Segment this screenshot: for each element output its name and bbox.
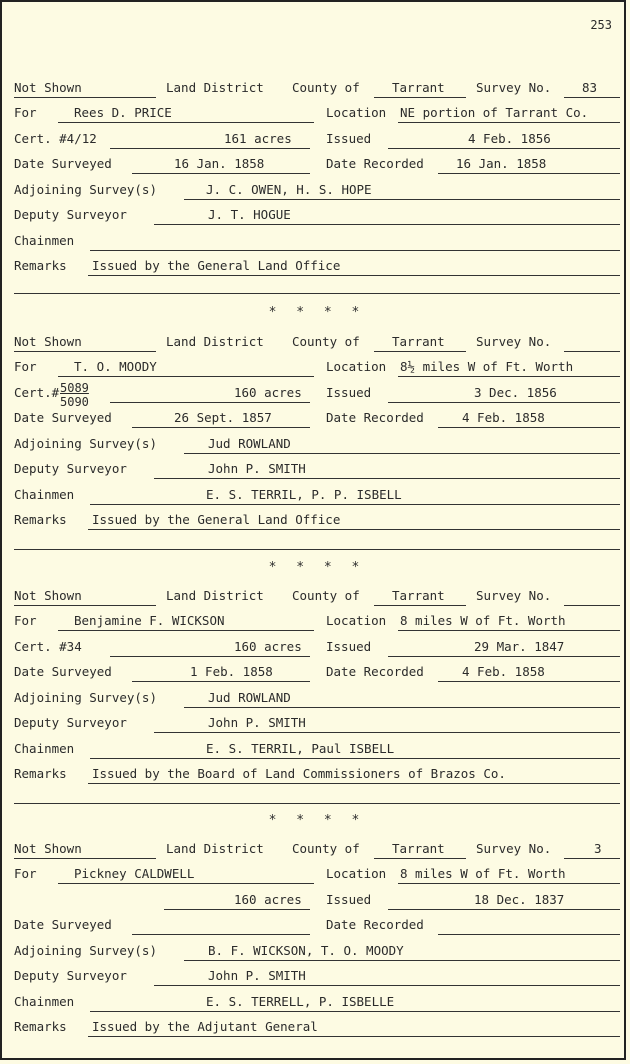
date-recorded-label: Date Recorded	[326, 410, 424, 425]
blank-line	[14, 293, 620, 294]
issued-label: Issued	[326, 384, 372, 400]
deputy-value: John P. SMITH	[208, 968, 306, 983]
county-value: Tarrant	[392, 333, 445, 349]
for-value: T. O. MOODY	[74, 359, 157, 374]
county-value: Tarrant	[392, 79, 445, 95]
remarks-label: Remarks	[14, 766, 67, 781]
county-label: County of	[292, 840, 360, 856]
county-label: County of	[292, 333, 360, 349]
blank-line	[14, 803, 620, 804]
survey-no-label: Survey No.	[476, 587, 552, 603]
cert-value: Cert. #4/12	[14, 130, 97, 146]
survey-record	[14, 328, 620, 532]
land-district-label: Land District	[166, 840, 264, 856]
date-surveyed-label: Date Surveyed	[14, 917, 112, 932]
remarks-value: Issued by the General Land Office	[92, 512, 341, 527]
separator: * * * *	[268, 560, 366, 575]
date-surveyed-label: Date Surveyed	[14, 664, 112, 679]
location-value: 8½ miles W of Ft. Worth	[400, 359, 574, 374]
district-value: Not Shown	[14, 840, 82, 856]
date-recorded-label: Date Recorded	[326, 917, 424, 932]
survey-no-value: 83	[582, 79, 598, 95]
adjoining-label: Adjoining Survey(s)	[14, 181, 157, 197]
adjoining-label: Adjoining Survey(s)	[14, 435, 157, 451]
survey-record	[14, 835, 620, 1039]
date-recorded-value: 4 Feb. 1858	[462, 410, 545, 425]
issued-label: Issued	[326, 130, 372, 146]
for-label: For	[14, 613, 37, 628]
issued-value: 3 Dec. 1856	[474, 384, 557, 400]
date-recorded-value: 16 Jan. 1858	[456, 156, 547, 171]
separator: * * * *	[268, 305, 366, 320]
deputy-label: Deputy Surveyor	[14, 461, 127, 476]
adjoining-value: Jud ROWLAND	[208, 435, 291, 451]
date-recorded-label: Date Recorded	[326, 156, 424, 171]
deputy-label: Deputy Surveyor	[14, 207, 127, 222]
chainmen-label: Chainmen	[14, 993, 75, 1009]
deputy-value: John P. SMITH	[208, 715, 306, 730]
location-label: Location	[326, 866, 387, 881]
acres-value: 160 acres	[234, 384, 302, 400]
cert-value: Cert. #34	[14, 638, 82, 654]
remarks-label: Remarks	[14, 1019, 67, 1034]
survey-no-value: 3	[594, 840, 602, 856]
page-number: 253	[590, 18, 612, 32]
location-label: Location	[326, 105, 387, 120]
separator: * * * *	[268, 813, 366, 828]
issued-label: Issued	[326, 638, 372, 654]
survey-record	[14, 74, 620, 278]
remarks-value: Issued by the Adjutant General	[92, 1019, 318, 1034]
location-value: 8 miles W of Ft. Worth	[400, 613, 566, 628]
location-label: Location	[326, 359, 387, 374]
acres-value: 161 acres	[224, 130, 292, 146]
county-value: Tarrant	[392, 587, 445, 603]
remarks-value: Issued by the Board of Land Commissioners of Brazos Co.	[92, 766, 506, 781]
district-value: Not Shown	[14, 587, 82, 603]
county-label: County of	[292, 79, 360, 95]
survey-no-label: Survey No.	[476, 333, 552, 349]
acres-value: 160 acres	[234, 638, 302, 654]
date-recorded-value: 4 Feb. 1858	[462, 664, 545, 679]
acres-value: 160 acres	[234, 891, 302, 907]
deputy-value: John P. SMITH	[208, 461, 306, 476]
land-district-label: Land District	[166, 333, 264, 349]
for-label: For	[14, 866, 37, 881]
for-value: Pickney CALDWELL	[74, 866, 195, 881]
chainmen-label: Chainmen	[14, 232, 75, 248]
county-label: County of	[292, 587, 360, 603]
deputy-label: Deputy Surveyor	[14, 968, 127, 983]
land-district-label: Land District	[166, 587, 264, 603]
chainmen-value: E. S. TERRELL, P. ISBELLE	[206, 993, 395, 1009]
issued-value: 29 Mar. 1847	[474, 638, 565, 654]
adjoining-value: Jud ROWLAND	[208, 689, 291, 705]
adjoining-label: Adjoining Survey(s)	[14, 689, 157, 705]
issued-value: 4 Feb. 1856	[468, 130, 551, 146]
remarks-label: Remarks	[14, 512, 67, 527]
issued-label: Issued	[326, 891, 372, 907]
location-label: Location	[326, 613, 387, 628]
cert-value: Cert.#	[14, 384, 60, 400]
survey-no-label: Survey No.	[476, 840, 552, 856]
county-value: Tarrant	[392, 840, 445, 856]
cert-number-bottom: 5090	[60, 395, 89, 409]
land-district-label: Land District	[166, 79, 264, 95]
for-value: Benjamine F. WICKSON	[74, 613, 225, 628]
date-recorded-label: Date Recorded	[326, 664, 424, 679]
issued-value: 18 Dec. 1837	[474, 891, 565, 907]
deputy-value: J. T. HOGUE	[208, 207, 291, 222]
remarks-value: Issued by the General Land Office	[92, 258, 341, 273]
chainmen-label: Chainmen	[14, 486, 75, 502]
deputy-label: Deputy Surveyor	[14, 715, 127, 730]
for-label: For	[14, 359, 37, 374]
date-surveyed-value: 1 Feb. 1858	[190, 664, 273, 679]
chainmen-value: E. S. TERRIL, P. P. ISBELL	[206, 486, 402, 502]
date-surveyed-label: Date Surveyed	[14, 410, 112, 425]
location-value: NE portion of Tarrant Co.	[400, 105, 589, 120]
blank-line	[14, 549, 620, 550]
district-value: Not Shown	[14, 333, 82, 349]
district-value: Not Shown	[14, 79, 82, 95]
for-value: Rees D. PRICE	[74, 105, 172, 120]
date-surveyed-value: 26 Sept. 1857	[174, 410, 272, 425]
location-value: 8 miles W of Ft. Worth	[400, 866, 566, 881]
survey-record	[14, 582, 620, 786]
date-surveyed-label: Date Surveyed	[14, 156, 112, 171]
date-surveyed-value: 16 Jan. 1858	[174, 156, 265, 171]
survey-no-label: Survey No.	[476, 79, 552, 95]
remarks-label: Remarks	[14, 258, 67, 273]
cert-number-top: 5089	[60, 381, 89, 395]
adjoining-value: J. C. OWEN, H. S. HOPE	[206, 181, 372, 197]
for-label: For	[14, 105, 37, 120]
adjoining-value: B. F. WICKSON, T. O. MOODY	[208, 942, 404, 958]
adjoining-label: Adjoining Survey(s)	[14, 942, 157, 958]
chainmen-label: Chainmen	[14, 740, 75, 756]
chainmen-value: E. S. TERRIL, Paul ISBELL	[206, 740, 395, 756]
